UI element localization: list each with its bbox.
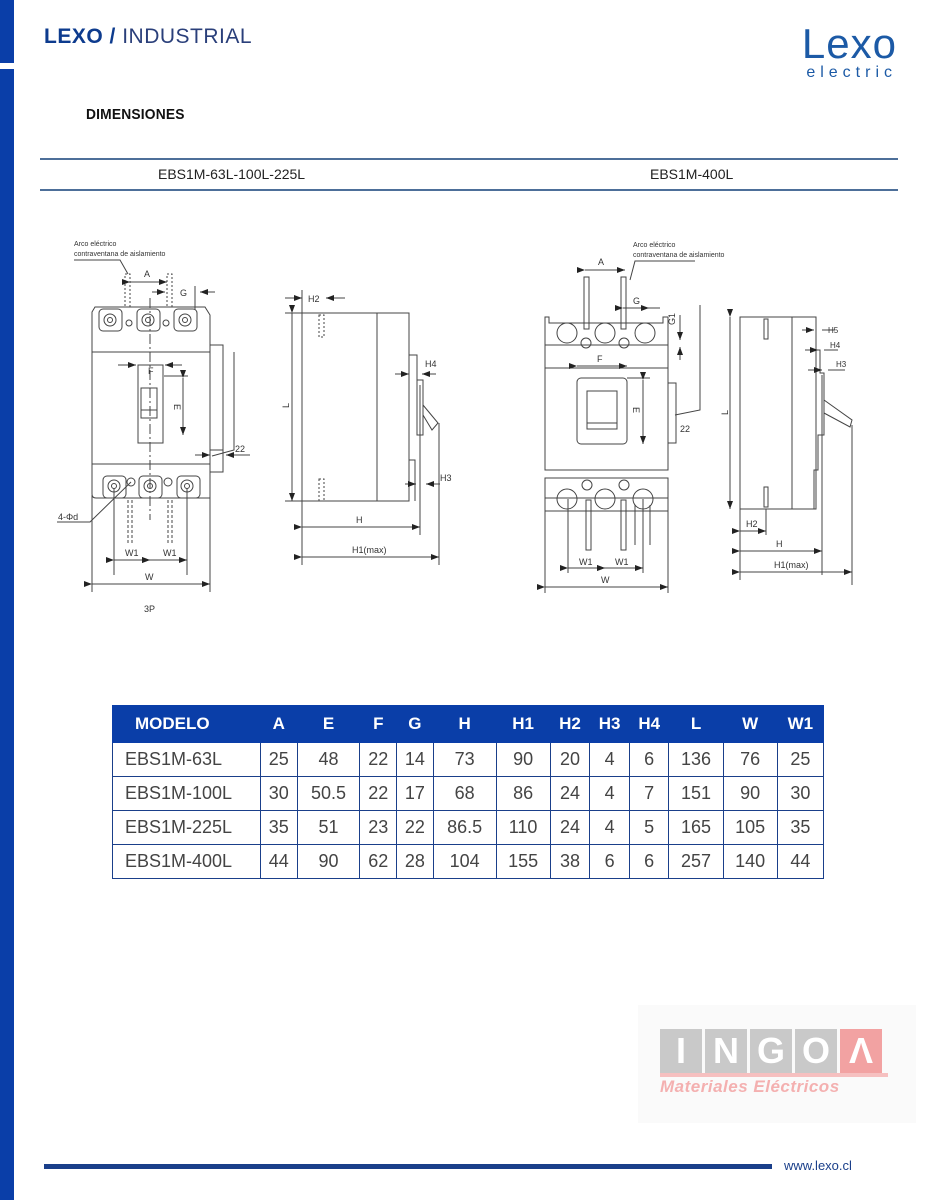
cell: 24 <box>550 811 590 845</box>
table-row <box>113 743 824 777</box>
svg-text:W1: W1 <box>125 548 139 558</box>
footer-rule <box>44 1164 772 1169</box>
cell: 35 <box>261 811 298 845</box>
svg-text:A: A <box>598 257 605 267</box>
section-title: DIMENSIONES <box>86 106 185 123</box>
dimensions-table <box>112 705 824 879</box>
cell: 44 <box>777 845 823 879</box>
cell: 44 <box>261 845 298 879</box>
cell: 22 <box>360 777 397 811</box>
model-label-right: EBS1M-400L <box>650 166 734 182</box>
svg-text:L: L <box>720 409 730 415</box>
left-accent-bar <box>0 0 14 1200</box>
cell: 48 <box>297 743 360 777</box>
watermark-letter: I <box>660 1029 702 1073</box>
svg-text:22: 22 <box>235 444 246 454</box>
cell: 4 <box>590 811 630 845</box>
left-accent-gap <box>0 63 14 69</box>
svg-text:Arco eléctrico: Arco eléctrico <box>633 242 676 249</box>
cell: 105 <box>723 811 777 845</box>
cell: 25 <box>261 743 298 777</box>
watermark-subtitle: Materiales Eléctricos <box>660 1077 840 1096</box>
svg-text:H: H <box>776 539 783 549</box>
cell: 22 <box>397 811 434 845</box>
footer-url[interactable]: www.lexo.cl <box>784 1158 852 1173</box>
svg-text:H1(max): H1(max) <box>774 560 809 570</box>
svg-text:contraventana de aislamiento: contraventana de aislamiento <box>633 252 725 259</box>
cell-model: EBS1M-100L <box>113 777 261 811</box>
col-header: A <box>261 706 298 743</box>
cell: 257 <box>669 845 723 879</box>
cell: 14 <box>397 743 434 777</box>
col-header: MODELO <box>113 706 261 743</box>
cell: 165 <box>669 811 723 845</box>
cell: 76 <box>723 743 777 777</box>
cell: 73 <box>433 743 496 777</box>
cell: 38 <box>550 845 590 879</box>
model-label-left: EBS1M-63L-100L-225L <box>158 166 306 182</box>
cell: 25 <box>777 743 823 777</box>
svg-text:22: 22 <box>680 424 691 434</box>
cell: 90 <box>723 777 777 811</box>
svg-text:4-Φd: 4-Φd <box>58 512 79 522</box>
cell: 7 <box>629 777 669 811</box>
ingoa-watermark <box>638 1005 916 1123</box>
cell: 28 <box>397 845 434 879</box>
svg-text:H1(max): H1(max) <box>352 545 387 555</box>
cell: 24 <box>550 777 590 811</box>
watermark-letter: N <box>705 1029 747 1073</box>
diagram-left-front <box>40 230 270 625</box>
cell: 23 <box>360 811 397 845</box>
cell: 30 <box>261 777 298 811</box>
cell: 30 <box>777 777 823 811</box>
table-row <box>113 845 824 879</box>
cell: 104 <box>433 845 496 879</box>
cell: 17 <box>397 777 434 811</box>
svg-text:E: E <box>631 407 641 414</box>
lexo-logo <box>801 20 897 82</box>
col-header: H4 <box>629 706 669 743</box>
cell: 51 <box>297 811 360 845</box>
svg-text:H2: H2 <box>746 519 758 529</box>
svg-text:H3: H3 <box>836 360 847 369</box>
svg-text:L: L <box>281 402 291 408</box>
brand-light: INDUSTRIAL <box>122 25 253 48</box>
col-header: W1 <box>777 706 823 743</box>
brand-header <box>44 25 252 49</box>
cell: 35 <box>777 811 823 845</box>
cell: 86.5 <box>433 811 496 845</box>
cell: 4 <box>590 777 630 811</box>
svg-text:H5: H5 <box>828 326 839 335</box>
cell: 5 <box>629 811 669 845</box>
watermark-letter: G <box>750 1029 792 1073</box>
svg-text:G: G <box>633 296 641 306</box>
logo-sub: electric <box>806 64 897 81</box>
svg-text:H4: H4 <box>830 341 841 350</box>
cell: 68 <box>433 777 496 811</box>
top-rule <box>40 158 898 160</box>
cell: 22 <box>360 743 397 777</box>
cell: 151 <box>669 777 723 811</box>
svg-text:F: F <box>597 354 603 364</box>
svg-text:W1: W1 <box>163 548 177 558</box>
cell: 110 <box>496 811 550 845</box>
cell-model: EBS1M-400L <box>113 845 261 879</box>
cell: 90 <box>297 845 360 879</box>
table-row <box>113 811 824 845</box>
table-row <box>113 777 824 811</box>
svg-text:W: W <box>601 575 610 585</box>
svg-text:W: W <box>145 572 154 582</box>
col-header: H1 <box>496 706 550 743</box>
col-header: H <box>433 706 496 743</box>
cell: 4 <box>590 743 630 777</box>
col-header: F <box>360 706 397 743</box>
svg-text:H: H <box>356 515 363 525</box>
cell: 50.5 <box>297 777 360 811</box>
svg-text:G1: G1 <box>667 312 677 325</box>
cell: 140 <box>723 845 777 879</box>
diagram-left-side <box>270 285 460 575</box>
cell: 20 <box>550 743 590 777</box>
watermark-caret-icon: Λ <box>840 1029 882 1073</box>
svg-text:3P: 3P <box>144 604 156 614</box>
table-header-row <box>113 706 824 743</box>
cell: 155 <box>496 845 550 879</box>
cell: 6 <box>629 845 669 879</box>
diagram-right-front <box>535 235 735 595</box>
col-header: W <box>723 706 777 743</box>
col-header: H3 <box>590 706 630 743</box>
col-header: L <box>669 706 723 743</box>
watermark-letters <box>660 1029 882 1073</box>
note-line2: contraventana de aislamiento <box>74 251 166 258</box>
svg-text:H3: H3 <box>440 473 452 483</box>
cell: 90 <box>496 743 550 777</box>
cell: 6 <box>629 743 669 777</box>
cell: 86 <box>496 777 550 811</box>
svg-text:W1: W1 <box>579 557 593 567</box>
svg-text:H4: H4 <box>425 359 437 369</box>
svg-text:G: G <box>180 288 188 298</box>
cell: 136 <box>669 743 723 777</box>
svg-text:H2: H2 <box>308 294 320 304</box>
bottom-rule <box>40 189 898 191</box>
diagram-right-side <box>710 305 880 585</box>
logo-main: Lexo <box>801 20 897 67</box>
cell: 6 <box>590 845 630 879</box>
svg-text:W1: W1 <box>615 557 629 567</box>
watermark-letter: O <box>795 1029 837 1073</box>
brand-bold: LEXO / <box>44 25 116 48</box>
cell: 62 <box>360 845 397 879</box>
note-line1: Arco eléctrico <box>74 241 117 248</box>
svg-text:E: E <box>172 404 182 411</box>
svg-text:F: F <box>148 366 154 376</box>
cell-model: EBS1M-63L <box>113 743 261 777</box>
col-header: E <box>297 706 360 743</box>
svg-text:A: A <box>144 269 151 279</box>
cell-model: EBS1M-225L <box>113 811 261 845</box>
col-header: H2 <box>550 706 590 743</box>
col-header: G <box>397 706 434 743</box>
